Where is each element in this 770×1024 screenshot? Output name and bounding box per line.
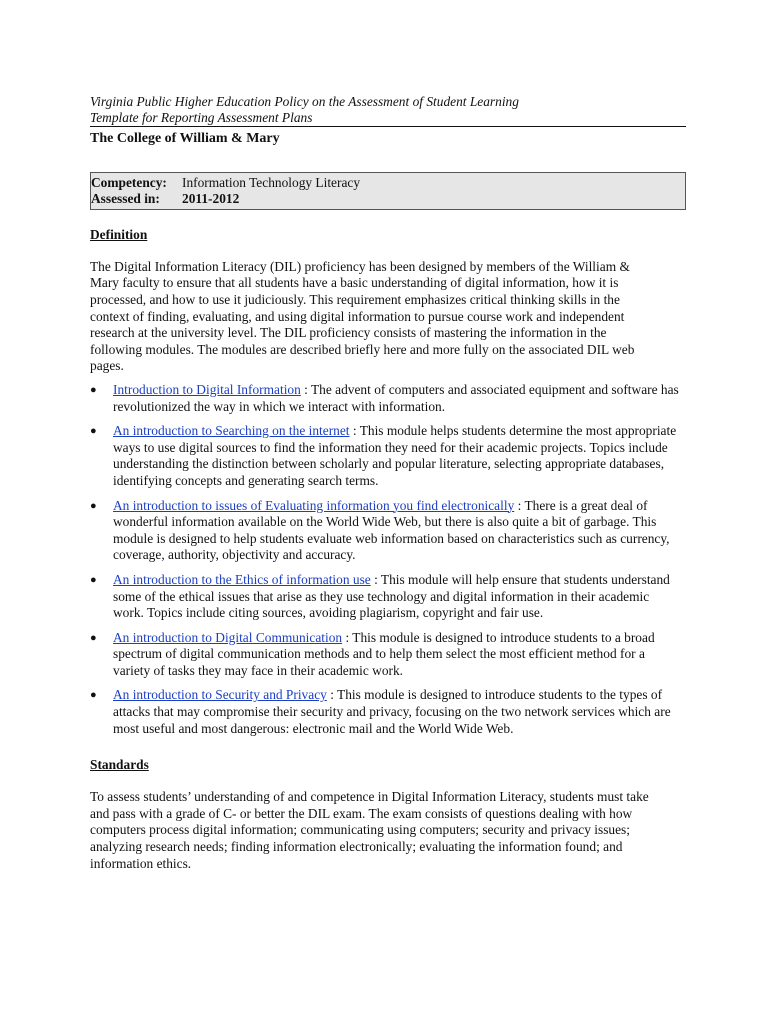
bullet-icon: ●	[90, 689, 97, 702]
competency-box	[90, 172, 686, 210]
assessed-label: Assessed in:	[91, 191, 160, 207]
module-description: : This module is designed to introduce students to a broad spectrum of digital communication methods and to help them select the most efficient method for a variety of tasks they may face in their academic work.	[113, 629, 655, 678]
definition-heading: Definition	[90, 226, 148, 242]
definition-paragraph: The Digital Information Literacy (DIL) proficiency has been designed by members of the William & Mary faculty to ensure that all students have a basic understanding of digital information, how it is processed, and how to use it judiciously. This requirement emphasizes critical thinking skills in the context of finding, evaluating, and using digital information to pursue course work and independent research at the university level. The DIL proficiency consists of mastering the information in the following modules. The modules are described briefly here and more fully on the associated DIL web pages.	[90, 258, 635, 374]
standards-paragraph: To assess students’ understanding of and competence in Digital Information Literacy, students must take and pass with a grade of C- or better the DIL exam. The exam consists of questions dealing with how computers process digital information; communicating using computers; security and privacy issues; analyzing research needs; finding information electronically; evaluating the information found; and information ethics.	[90, 789, 649, 871]
module-link-evaluating[interactable]: An introduction to issues of Evaluating information you find electronically	[113, 497, 515, 513]
college-name: The College of William & Mary	[90, 131, 280, 146]
bullet-icon: ●	[90, 383, 97, 396]
module-description: : This module helps students determine the most appropriate ways to use digital sources to find the information they need for their academic projects. Topics include understanding the distinction between scholarly and popular literature, selecting appropriate databases, identifying concepts and generating search terms.	[113, 423, 677, 488]
module-description: : There is a great deal of wonderful information available on the World Wide Web, but there is also quite a bit of garbage. This module is designed to help students evaluate web information based on characteristics such as currency, coverage, authority, objectivity and accuracy.	[113, 497, 670, 563]
bullet-icon: ●	[90, 425, 97, 438]
module-item	[90, 572, 683, 622]
competency-value: Information Technology Literacy	[182, 175, 361, 190]
module-link-security[interactable]: An introduction to Security and Privacy	[113, 687, 327, 703]
module-list	[90, 382, 686, 737]
header-rule-wrapper	[90, 110, 686, 127]
competency-row	[91, 175, 685, 191]
bullet-icon: ●	[90, 573, 97, 586]
module-description: : The advent of computers and associated equipment and software has revolutionized the way in which we interact with information.	[113, 381, 679, 414]
module-item	[90, 423, 683, 489]
module-description: : This module is designed to introduce students to the types of attacks that may compromise their security and privacy, focusing on the two network services which are most useful and most dangerous: electronic mail and the World Wide Web.	[113, 687, 671, 736]
module-item	[90, 498, 683, 564]
bullet-icon: ●	[90, 499, 97, 512]
standards-heading: Standards	[90, 757, 149, 773]
module-item	[90, 630, 683, 680]
module-description: : This module will help ensure that students understand some of the ethical issues that arise as they use technology and digital information in their academic work. Topics include citing sources, avoiding plagiarism, copyright and fair use.	[113, 571, 670, 621]
module-link-searching[interactable]: An introduction to Searching on the internet	[113, 423, 350, 439]
module-item	[90, 687, 683, 737]
module-link-ethics[interactable]: An introduction to the Ethics of information use	[113, 571, 371, 587]
module-link-communication[interactable]: An introduction to Digital Communication	[113, 629, 343, 645]
assessed-value: 2011-2012	[182, 191, 240, 207]
policy-title: Virginia Public Higher Education Policy on the Assessment of Student Learning	[90, 94, 519, 109]
template-title: Template for Reporting Assessment Plans	[90, 110, 313, 125]
bullet-icon: ●	[90, 631, 97, 644]
competency-label: Competency:	[91, 175, 167, 190]
assessed-row	[91, 191, 685, 207]
module-item	[90, 382, 683, 415]
document-page	[90, 94, 686, 872]
module-link-digital-information[interactable]: Introduction to Digital Information	[113, 381, 301, 397]
